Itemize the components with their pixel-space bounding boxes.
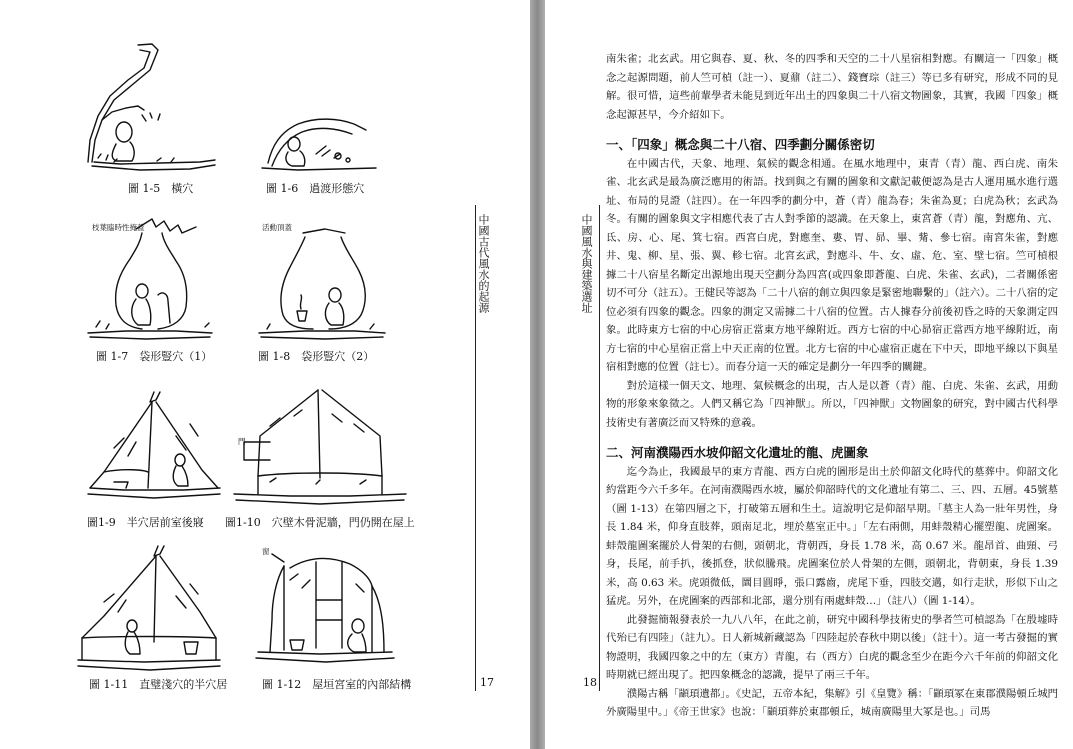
figure-1-6-illustration: [258, 108, 383, 176]
section-2-paragraph-1: 迄今為止，我國最早的東方青龍、西方白虎的圖形是出土於仰韶文化時代的墓葬中。仰韶文化約當距今六千多年。在河南濮陽西水坡，屬於仰韶時代的文化遺址有第二、三、四、五層。45號墓（圖 1-13）在第四層之下，打破第五層和生土。這說明它是仰韶早期。「墓主人為一壯年男性，身長 1.84 米，仰身直肢葬，頭南足北，埋於墓室正中。」「左右兩側，用蚌殼精心擺塑龍、虎圖案。蚌殼龍圖案擺於人骨架的右側，頭朝北，背朝西，身長 1.78 米，高 0.67 米。龍昂首、曲頸、弓身，長尾，前手扒，後抓登，狀似騰飛。虎圖案位於人骨架的左側，頭朝北，背朝東，身長 1.39 米，高 0.63 米。虎頭微低，圜目圓睜，張口露齒，虎尾下垂，四肢交邁，如行走狀，形似下山之猛虎。另外，在虎圖案的西部和北部，還分別有兩處蚌殼…」（註八）（圖 1-14）。: [606, 465, 1058, 607]
figure-1-12-illustration: [250, 540, 400, 672]
figure-1-8-illustration: [255, 215, 390, 345]
left-running-head-rule: [475, 205, 476, 691]
body-text: [606, 50, 1058, 722]
figure-1-8-caption: 圖 1-8 袋形豎穴（2）: [258, 350, 375, 363]
section-2-paragraph-3: 濮陽古稱「顓頊遺都」。《史記，五帝本紀，集解》引《皇覽》稱：「顓頊冢在東郡濮陽頓丘城門外廣陽里中。」《帝王世家》也說：「顓頊葬於東郡頓丘，城南廣陽里大冢是也。」司馬: [606, 687, 1058, 718]
figure-1-5-caption: 圖 1-5 橫穴: [128, 182, 194, 195]
figure-1-6-caption: 圖 1-6 過渡形態穴: [266, 182, 365, 195]
figure-1-11-caption: 圖 1-11 直璧淺穴的半穴居: [89, 678, 228, 691]
right-running-head: 中國風水與建築選址: [580, 214, 593, 313]
section-1-heading: 一、「四象」概念與二十八宿、四季劃分關係密切: [606, 137, 875, 152]
right-page-number: 18: [583, 676, 597, 689]
figure-1-10-caption: 圖1-10 穴壁木骨泥牆，門仍開在屋上: [225, 516, 415, 529]
figure-1-7-caption: 圖 1-7 袋形豎穴（1）: [96, 350, 213, 363]
section-2-heading: 二、河南濮陽西水坡仰韶文化遺址的龍、虎圖象: [606, 445, 869, 460]
figure-1-9-illustration: [84, 388, 224, 506]
figure-1-11-illustration: [74, 542, 224, 672]
intro-paragraph: 南朱雀；北玄武。用它與春、夏、秋、冬的四季和天空的二十八星宿相對應。有關這一「四象」概念之起源問題，前人竺可楨（註一）、夏鼐（註二）、錢寶琮（註三）等已多有研究，形成不同的見解。很可惜，這些前輩學者未能見到近年出土的四象與二十八宿文物圖象，其實，我國「四象」概念起源甚早，今介紹如下。: [606, 53, 1058, 121]
figure-1-12-label: 窗: [262, 547, 270, 556]
left-page-number: 17: [480, 676, 494, 689]
right-page: [545, 0, 1073, 749]
section-1-paragraph-2: 對於這樣一個天文、地理、氣候概念的出現，古人是以蒼（青）龍、白虎、朱雀、玄武，用動物的形象來象徵之。人們又稱它為「四神獸」。所以，「四神獸」文物圖象的研究，對中國古代科學技術史有著廣泛而又特殊的意義。: [606, 379, 1058, 429]
figure-1-8-label: 活動頂蓋: [262, 223, 292, 232]
left-page: [0, 0, 530, 749]
figure-1-10-illustration: [230, 386, 410, 508]
left-running-head: 中國古代風水的起源: [477, 214, 490, 313]
right-running-head-rule: [599, 205, 600, 691]
section-2-paragraph-2: 此發掘簡報發表於一九八八年，在此之前，研究中國科學技術史的學者竺可楨認為「在殷墟時代殆已有四陸」（註九）。日人新城新藏認為「四陸起於春秋中期以後」（註十）。這一考古發掘的實物證明，我國四象之中的左（東方）青龍，右（西方）白虎的觀念至少在距今六千年前的仰韶文化時期就已經出現了。把四象概念的認識，提早了兩三千年。: [606, 613, 1058, 681]
section-1-paragraph-1: 在中國古代，天象、地理、氣候的觀念相通。在風水地理中，東青（青）龍、西白虎、南朱雀、北玄武是最為廣泛應用的術語。找到與之有關的圖象和文獻記載便認為是古人運用風水進行選址、布局的見證（註四）。在一年四季的劃分中，蒼（青）龍為春；朱雀為夏；白虎為秋；玄武為冬。有關的圖象與文字相應代表了古人對季節的認識。在天象上，東宮蒼（青）龍，對應角、亢、氐、房、心、尾、箕七宿。西宮白虎，對應奎、婁、胃、昴、畢、觜、參七宿。南宮朱雀，對應井、鬼、柳、星、張、翼、軫七宿。北宮玄武，對應斗、牛、女、虛、危、室、壁七宿。竺可楨根據二十八宿星名斷定出源地出現天空劃分為四宮(或四象即蒼龍、白虎、朱雀、玄武)，二者關係密切不可分（註五）。王健民等認為「二十八宿的創立與四象是緊密地聯繫的」（註六）。二十八宿的定位必須有四象的觀念。四象的測定又需據二十八宿的位置。古人據春分前後初昏之時的天象測定四象。此時東方七宿的中心房宿正當東方地平線附近。西方七宿的中心昴宿正當西方地平線附近，南方七宿的中心星宿正當上中天正南的位置。北方七宿的中心虛宿正處在下中天，即地平線以下與星宿相對應的位置（註七）。而春分這一天的確定是劃分一年四季的關鍵。: [606, 157, 1058, 373]
figure-1-7-illustration: [86, 215, 216, 345]
figure-1-9-caption: 圖1-9 半穴居前室後寢: [87, 516, 204, 529]
figure-1-7-label: 枝葉臨時性掩蓋: [92, 223, 145, 232]
figure-1-10-label: 門: [238, 437, 246, 446]
book-gutter: [530, 0, 545, 749]
figure-1-5-illustration: [80, 40, 220, 175]
figure-1-12-caption: 圖 1-12 屋垣宮室的內部結構: [262, 678, 412, 691]
